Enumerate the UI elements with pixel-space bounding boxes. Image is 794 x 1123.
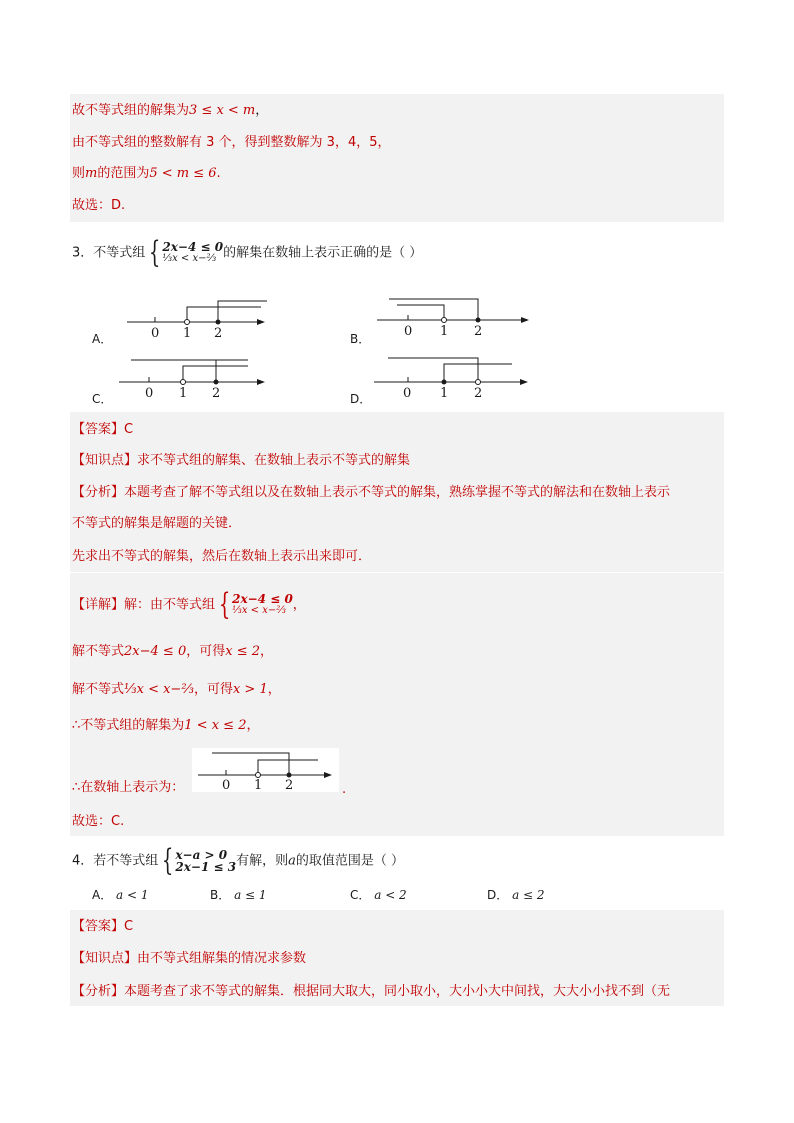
number-line-a[interactable]	[125, 295, 270, 345]
inequality-system: 2x−4 ≤ 0 ⅓x < x−⅔	[162, 240, 224, 264]
step-line-4: ∴在数轴上表示为：	[72, 780, 185, 795]
step-line-2: 解不等式⅓x < x−⅔，可得x > 1，	[72, 682, 281, 697]
tick-label: 1	[254, 778, 263, 792]
tick-label: 1	[183, 326, 192, 341]
tick-label: 2	[474, 386, 483, 401]
inequality-system: 2x−4 ≤ 0 ⅓x < x−⅔	[232, 592, 293, 616]
option-a-label[interactable]: A．	[92, 332, 113, 346]
question-3-stem: 3．不等式组 { 2x−4 ≤ 0 ⅓x < x−⅔ 的解集在数轴上表示正确的是（ ）	[72, 235, 423, 270]
answer-line-3: 【答案】C	[72, 422, 134, 437]
tick-label: 1	[440, 386, 449, 401]
tick-label: 0	[403, 386, 412, 401]
number-line-solution	[192, 748, 339, 792]
q4-option-d[interactable]: D． a ≤ 2	[487, 888, 545, 902]
number-line-d[interactable]	[372, 354, 532, 402]
tick-label: 0	[145, 386, 154, 401]
q4-option-b[interactable]: B． a ≤ 1	[210, 888, 267, 902]
brace-icon: {	[149, 235, 161, 270]
brace-icon: {	[218, 587, 231, 622]
number-line-c[interactable]	[117, 354, 269, 402]
tick-label: 2	[214, 326, 223, 341]
tick-label: 1	[440, 324, 449, 339]
question-4-stem: 4．若不等式组 { x−a > 0 2x−1 ≤ 3 有解，则a的取值范围是（ ）	[72, 843, 404, 878]
step-line-4-suffix: .	[342, 782, 347, 797]
analysis-line-4: 【分析】本题考查了求不等式的解集．根据同大取大，同小取小，大小小大中间找，大大小小找不到（无	[72, 984, 671, 999]
solution-line-1: 故不等式组的解集为3 ≤ x < m，	[72, 103, 269, 118]
step-line-3: ∴不等式组的解集为1 < x ≤ 2，	[72, 718, 260, 733]
knowledge-line-3: 【知识点】求不等式组的解集、在数轴上表示不等式的解集	[72, 453, 411, 468]
tick-label: 0	[222, 778, 231, 792]
tick-label: 2	[285, 778, 294, 792]
tick-label: 0	[151, 326, 160, 341]
option-d-label[interactable]: D．	[350, 392, 372, 406]
detail-line-3: 【详解】解：由不等式组 { 2x−4 ≤ 0 ⅓x < x−⅔ ，	[72, 587, 306, 622]
inequality-system: x−a > 0 2x−1 ≤ 3	[175, 848, 237, 874]
tick-label: 0	[404, 324, 413, 339]
number-line-b[interactable]	[375, 292, 533, 340]
solution-line-4: 故选：D.	[72, 198, 126, 213]
analysis-line-3a: 【分析】本题考查了解不等式组以及在数轴上表示不等式的解集，熟练掌握不等式的解法和在数轴上表示	[72, 485, 671, 500]
option-c-label[interactable]: C．	[92, 392, 113, 406]
knowledge-line-4: 【知识点】由不等式组解集的情况求参数	[72, 951, 307, 966]
q4-option-c[interactable]: C． a < 2	[350, 888, 407, 902]
choose-line-3: 故选：C.	[72, 814, 125, 829]
analysis-line-3c: 先求出不等式的解集，然后在数轴上表示出来即可．	[72, 549, 372, 564]
answer-line-4: 【答案】C	[72, 919, 134, 934]
step-line-1: 解不等式2x−4 ≤ 0，可得x ≤ 2，	[72, 644, 274, 659]
analysis-line-3b: 不等式的解集是解题的关键．	[72, 516, 242, 531]
tick-label: 2	[212, 386, 221, 401]
solution-line-3: 则m的范围为5 < m ≤ 6.	[72, 166, 221, 181]
tick-label: 2	[474, 324, 483, 339]
q4-option-a[interactable]: A． a < 1	[92, 888, 149, 902]
tick-label: 1	[179, 386, 188, 401]
option-b-label[interactable]: B．	[350, 332, 371, 346]
solution-line-2: 由不等式组的整数解有 3 个，得到整数解为 3，4，5，	[72, 135, 391, 150]
brace-icon: {	[162, 843, 174, 878]
